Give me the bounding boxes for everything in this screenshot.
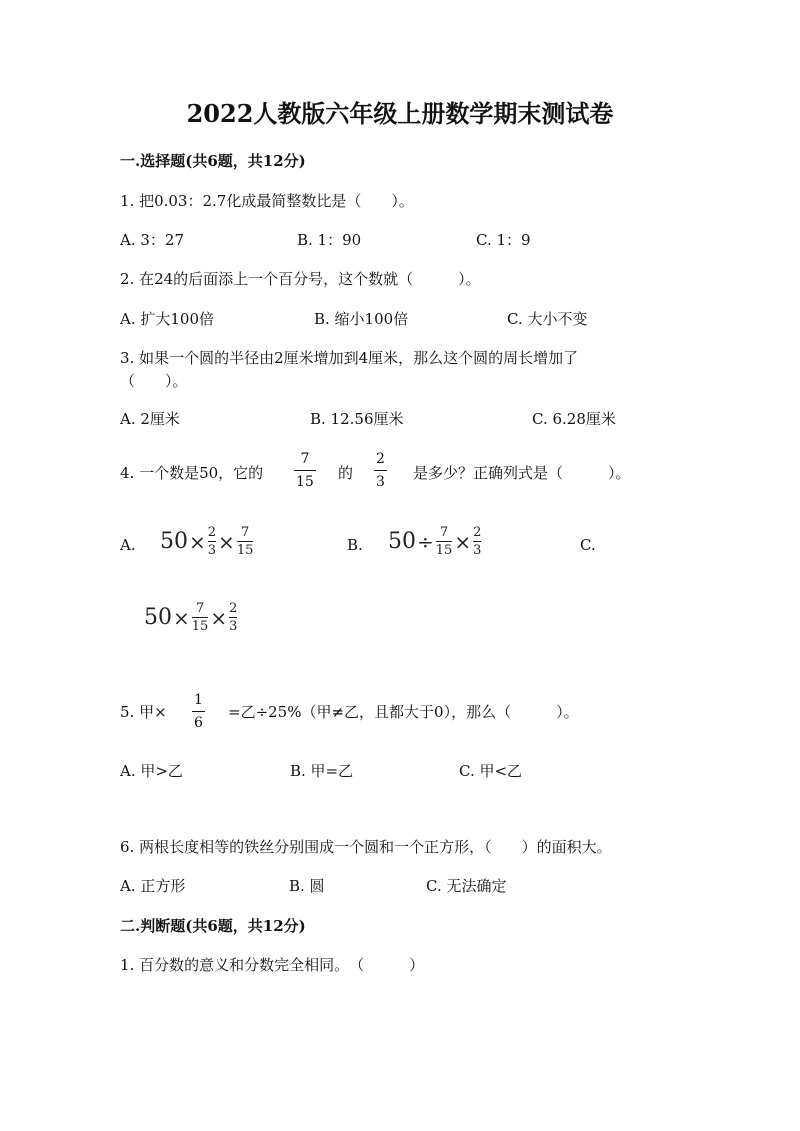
question-2-text: 2. 在24的后面添上一个百分号，这个数就（ ）。 bbox=[120, 270, 481, 288]
expr-operator: ÷ bbox=[417, 529, 434, 554]
expr-fraction bbox=[229, 602, 237, 633]
expr-operator: × bbox=[189, 529, 206, 554]
fraction-denominator: 6 bbox=[194, 715, 203, 731]
fraction-bar bbox=[374, 470, 387, 471]
expr-operator: × bbox=[173, 605, 190, 630]
question-1-option-a[interactable]: A. 3：27 bbox=[120, 231, 184, 249]
fraction-bar bbox=[436, 541, 453, 542]
expr-fraction-num: 2 bbox=[473, 525, 482, 540]
page-title: 2022人教版六年级上册数学期末测试卷 bbox=[186, 99, 614, 128]
question-5-option-c[interactable]: C. 甲<乙 bbox=[459, 762, 523, 780]
fraction-bar bbox=[473, 541, 481, 542]
question-2-option-c[interactable]: C. 大小不变 bbox=[507, 310, 588, 328]
question-4-fraction-1 bbox=[294, 452, 316, 489]
question-6-option-c[interactable]: C. 无法确定 bbox=[426, 877, 507, 895]
question-4-option-a-label[interactable]: A. bbox=[120, 536, 136, 554]
question-4-fraction-2 bbox=[374, 452, 387, 489]
question-4-option-b-label[interactable]: B. bbox=[347, 536, 363, 554]
question-4-option-c-label[interactable]: C. bbox=[580, 536, 596, 554]
expr-fraction-num: 7 bbox=[240, 525, 250, 540]
expr-fraction-den: 15 bbox=[435, 543, 453, 558]
question-5-option-b[interactable]: B. 甲=乙 bbox=[290, 762, 354, 780]
expr-operator: × bbox=[454, 529, 472, 554]
question-4-expression-c bbox=[144, 602, 238, 633]
expr-operator: × bbox=[210, 605, 228, 630]
fraction-bar bbox=[208, 541, 216, 542]
question-4-expression-a bbox=[160, 526, 254, 557]
fraction-numerator: 7 bbox=[300, 451, 310, 467]
expr-fraction-num: 7 bbox=[439, 525, 449, 540]
fraction-denominator: 3 bbox=[376, 474, 385, 490]
question-3-text-line1: 3. 如果一个圆的半径由2厘米增加到4厘米，那么这个圆的周长增加了 bbox=[120, 349, 579, 367]
question-6-option-b[interactable]: B. 圆 bbox=[289, 877, 325, 895]
question-5-text-post: =乙÷25%（甲≠乙，且都大于0），那么（ ）。 bbox=[228, 703, 579, 721]
question-3-option-a[interactable]: A. 2厘米 bbox=[120, 410, 180, 428]
fraction-bar bbox=[192, 617, 209, 618]
expr-fraction-den: 3 bbox=[207, 543, 217, 558]
question-2-option-a[interactable]: A. 扩大100倍 bbox=[120, 310, 214, 328]
question-6-option-a[interactable]: A. 正方形 bbox=[120, 877, 186, 895]
fraction-bar bbox=[229, 617, 237, 618]
expr-fraction-num: 7 bbox=[195, 601, 205, 616]
expr-number: 50 bbox=[388, 529, 416, 554]
question-2-option-b[interactable]: B. 缩小100倍 bbox=[314, 310, 409, 328]
question-4-text-post: 是多少？正确列式是（ ）。 bbox=[413, 464, 631, 482]
question-1-option-c[interactable]: C. 1：9 bbox=[476, 231, 531, 249]
question-5-option-a[interactable]: A. 甲>乙 bbox=[120, 762, 183, 780]
expr-number: 50 bbox=[160, 529, 188, 554]
section-heading-judgement: 二.判断题(共6题，共12分) bbox=[120, 917, 306, 935]
expr-fraction-den: 15 bbox=[236, 543, 254, 558]
expr-fraction-den: 3 bbox=[229, 619, 238, 634]
fraction-numerator: 1 bbox=[194, 692, 203, 708]
judgement-1-text: 1. 百分数的意义和分数完全相同。 （ ） bbox=[120, 956, 425, 974]
question-4-text-mid: 的 bbox=[338, 464, 354, 482]
question-3-option-c[interactable]: C. 6.28厘米 bbox=[532, 410, 616, 428]
question-5-text-pre: 5. 甲× bbox=[120, 703, 167, 721]
fraction-denominator: 15 bbox=[296, 474, 314, 490]
question-4-text-pre: 4. 一个数是50，它的 bbox=[120, 464, 264, 482]
question-1-option-b[interactable]: B. 1：90 bbox=[297, 231, 362, 249]
question-3-option-b[interactable]: B. 12.56厘米 bbox=[310, 410, 404, 428]
section-heading-choice: 一.选择题(共6题，共12分) bbox=[120, 152, 306, 170]
question-1-text: 1. 把0.03：2.7化成最简整数比是（ ）。 bbox=[120, 192, 414, 210]
fraction-numerator: 2 bbox=[376, 451, 385, 467]
expr-fraction-num: 2 bbox=[207, 525, 217, 540]
expr-operator: × bbox=[218, 529, 235, 554]
expr-fraction bbox=[436, 526, 453, 557]
expr-fraction bbox=[208, 526, 216, 557]
expr-fraction bbox=[237, 526, 254, 557]
fraction-bar bbox=[294, 470, 316, 471]
question-3-text-line2: （ ）。 bbox=[120, 372, 188, 390]
expr-number: 50 bbox=[144, 605, 172, 630]
expr-fraction-den: 3 bbox=[473, 543, 482, 558]
fraction-bar bbox=[192, 711, 205, 712]
question-4-expression-b bbox=[388, 526, 482, 557]
expr-fraction bbox=[192, 602, 209, 633]
expr-fraction bbox=[473, 526, 481, 557]
expr-fraction-num: 2 bbox=[229, 601, 238, 616]
question-5-fraction bbox=[192, 693, 205, 730]
expr-fraction-den: 15 bbox=[191, 619, 209, 634]
fraction-bar bbox=[237, 541, 254, 542]
question-6-text: 6. 两根长度相等的铁丝分别围成一个圆和一个正方形，（ ）的面积大。 bbox=[120, 838, 612, 856]
